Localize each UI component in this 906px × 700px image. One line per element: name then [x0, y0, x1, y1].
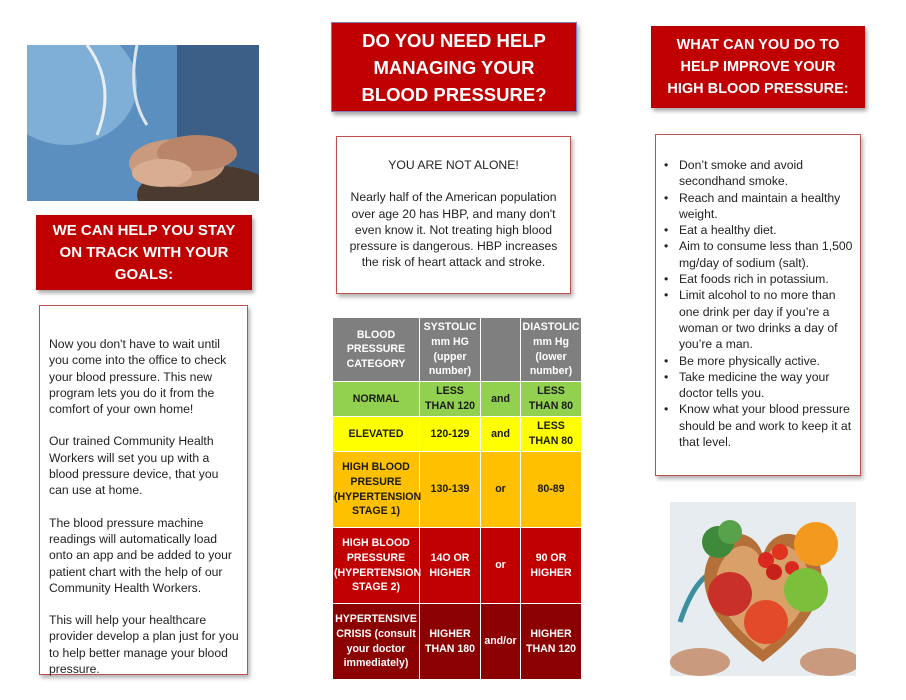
category-cell: NORMAL: [333, 382, 420, 417]
connector-cell: and/or: [481, 604, 521, 680]
category-cell: HIGH BLOOD PRESSURE (HYPERTENSION STAGE 2): [333, 528, 420, 604]
caregiver-hands-illustration: [27, 45, 259, 201]
table-row-normal: [333, 382, 582, 417]
tip-item: • Eat foods rich in potassium.: [679, 271, 854, 287]
tips-list: [656, 157, 854, 450]
right-heading: WHAT CAN YOU DO TO HELP IMPROVE YOUR HIGH BLOOD PRESSURE:: [667, 37, 849, 97]
diastolic-cell: LESS THAN 80: [521, 417, 582, 452]
category-cell: HIGH BLOOD PRESURE (HYPERTENSION STAGE 1): [333, 452, 420, 528]
tip-item: • Be more physically active.: [679, 353, 854, 369]
connector-cell: and: [481, 382, 521, 417]
heart-bowl-fruit-illustration: [670, 502, 856, 676]
diastolic-cell: 90 OR HIGHER: [521, 528, 582, 604]
bp-category-table-wrap: [332, 317, 581, 680]
systolic-cell: HIGHER THAN 180: [420, 604, 481, 680]
tips-box: [655, 134, 861, 476]
connector-cell: or: [481, 528, 521, 604]
table-row-elevated: [333, 417, 582, 452]
tip-item: • Don’t smoke and avoid secondhand smoke.: [679, 157, 854, 190]
diastolic-cell: 80-89: [521, 452, 582, 528]
tip-item: • Know what your blood pressure should be and work to keep it at that level.: [679, 401, 854, 450]
left-paragraph-1: Now you don't have to wait until you come into the office to check your blood pressure. This new program lets you do it from the comfort of your own home!: [49, 337, 227, 417]
not-alone-text: Nearly half of the American population over age 20 has HBP, and many don't even know it. Not treating high blood pressure is dangerous. HBP increases the risk of heart attack and stroke.: [349, 190, 558, 270]
connector-cell: and: [481, 417, 521, 452]
header-connector: [481, 318, 521, 382]
header-systolic: SYSTOLIC mm HG (upper number): [420, 318, 481, 382]
header-diastolic: DIASTOLIC mm Hg (lower number): [521, 318, 582, 382]
left-heading: WE CAN HELP YOU STAY ON TRACK WITH YOUR GOALS:: [52, 221, 236, 283]
middle-heading: DO YOU NEED HELP MANAGING YOUR BLOOD PRESSURE?: [361, 29, 547, 105]
table-row-crisis: [333, 604, 582, 680]
connector-cell: or: [481, 452, 521, 528]
left-paragraph-4: This will help your healthcare provider develop a plan just for you to help better manage your blood pressure.: [49, 613, 239, 677]
right-heading-banner: [651, 26, 865, 108]
diastolic-cell: HIGHER THAN 120: [521, 604, 582, 680]
systolic-cell: LESS THAN 120: [420, 382, 481, 417]
tip-item: • Limit alcohol to no more than one drink per day if you’re a woman or two drinks a day of you’re a man.: [679, 287, 854, 352]
left-heading-banner: [36, 215, 252, 290]
not-alone-box: [336, 136, 571, 294]
left-info-box: [39, 305, 248, 675]
tip-item: • Aim to consume less than 1,500 mg/day of sodium (salt).: [679, 238, 854, 271]
heart-fruit-photo: [670, 502, 856, 676]
tip-item: • Take medicine the way your doctor tells you.: [679, 369, 854, 402]
systolic-cell: 14O OR HIGHER: [420, 528, 481, 604]
not-alone-title: YOU ARE NOT ALONE!: [388, 158, 519, 172]
tip-item: • Eat a healthy diet.: [679, 222, 854, 238]
header-category: BLOOD PRESSURE CATEGORY: [333, 318, 420, 382]
middle-heading-banner: [331, 22, 577, 112]
tip-item: • Reach and maintain a healthy weight.: [679, 190, 854, 223]
systolic-cell: 130-139: [420, 452, 481, 528]
caregiver-hands-photo: [27, 45, 259, 201]
diastolic-cell: LESS THAN 80: [521, 382, 582, 417]
bp-category-table: [332, 317, 582, 680]
left-paragraph-3: The blood pressure machine readings will automatically load onto an app and be added to your patient chart with the help of our Community Health Workers.: [49, 515, 232, 595]
category-cell: ELEVATED: [333, 417, 420, 452]
table-row-stage-2: [333, 528, 582, 604]
table-header-row: [333, 318, 582, 382]
left-paragraph-2: Our trained Community Health Workers will set you up with a blood pressure device, that you can use at home.: [49, 434, 219, 498]
table-row-stage-1: [333, 452, 582, 528]
category-cell: HYPERTENSIVE CRISIS (consult your doctor immediately): [333, 604, 420, 680]
systolic-cell: 120-129: [420, 417, 481, 452]
